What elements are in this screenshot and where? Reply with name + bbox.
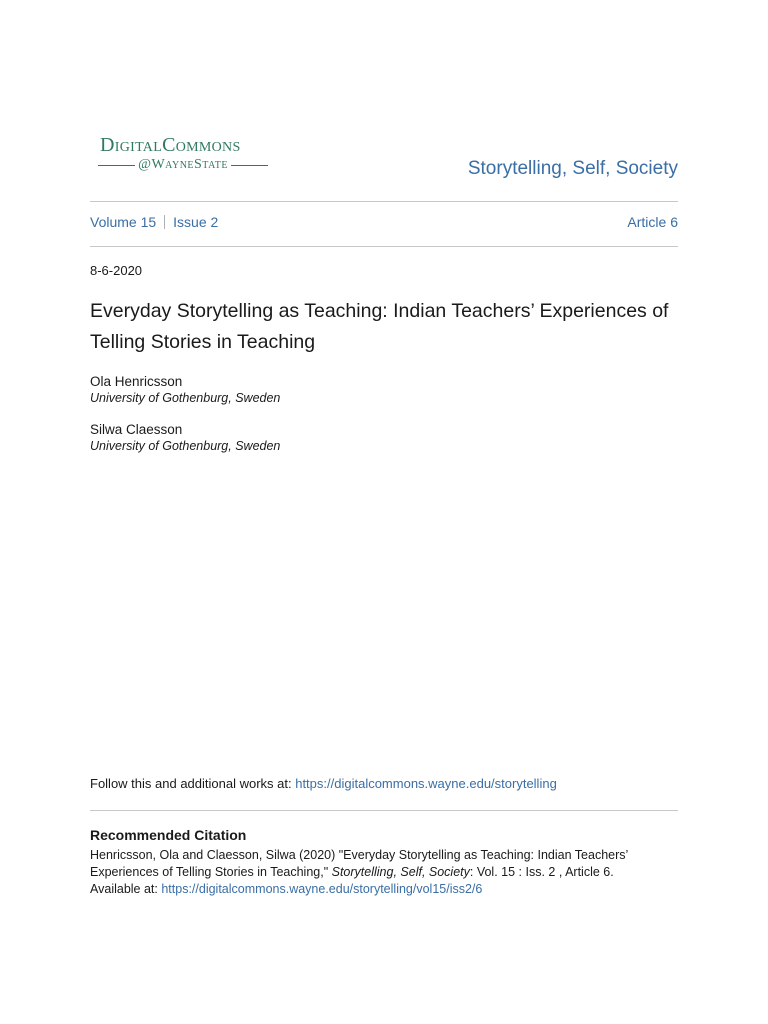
citation-journal: Storytelling, Self, Society <box>331 865 470 879</box>
logo-line1: DigitalCommons <box>100 134 241 156</box>
issue-bar <box>90 214 678 232</box>
author-1 <box>90 373 280 406</box>
journal-title-link[interactable]: Storytelling, Self, Society <box>467 158 678 179</box>
logo-rule-left <box>98 165 135 166</box>
citation-text-part1: Henricsson, Ola and Claesson, Silwa (2020) "Everyday Storytelling as Teaching: Indian Teachers’ Experiences of Telling Stories in Teaching," <box>90 848 628 879</box>
author-affiliation: University of Gothenburg, Sweden <box>90 439 281 453</box>
citation-text-part2: : Vol. 15 : Iss. 2 , Article 6. <box>469 865 614 879</box>
author-name: Ola Henricsson <box>90 374 183 389</box>
logo-line2-text: @WayneState <box>138 157 228 172</box>
article-number-link[interactable]: Article 6 <box>627 214 678 230</box>
author-affiliation: University of Gothenburg, Sweden <box>90 391 281 405</box>
header-divider <box>90 201 678 202</box>
cover-page <box>90 0 678 1024</box>
follow-line <box>90 776 557 791</box>
follow-link[interactable]: https://digitalcommons.wayne.edu/storytelling <box>295 776 557 791</box>
citation-body <box>90 847 678 898</box>
article-title: Everyday Storytelling as Teaching: Indian Teachers’ Experiences of Telling Stories in Teaching <box>90 300 669 353</box>
volume-issue <box>90 214 218 230</box>
author-name: Silwa Claesson <box>90 422 183 437</box>
digital-commons-logo[interactable] <box>98 134 273 178</box>
author-2 <box>90 421 280 454</box>
citation-available-label: Available at: <box>90 882 162 896</box>
citation-link[interactable]: https://digitalcommons.wayne.edu/storytelling/vol15/iss2/6 <box>161 882 483 896</box>
footer-divider <box>90 810 678 811</box>
volume-link[interactable]: Volume 15 <box>90 214 157 230</box>
logo-rule-right <box>231 165 268 166</box>
publication-date: 8-6-2020 <box>90 263 143 278</box>
citation-heading: Recommended Citation <box>90 827 247 843</box>
issue-divider <box>90 246 678 247</box>
logo-line2 <box>98 157 268 173</box>
issue-link[interactable]: Issue 2 <box>173 214 219 230</box>
follow-text: Follow this and additional works at: <box>90 776 296 791</box>
issue-separator <box>164 215 165 229</box>
